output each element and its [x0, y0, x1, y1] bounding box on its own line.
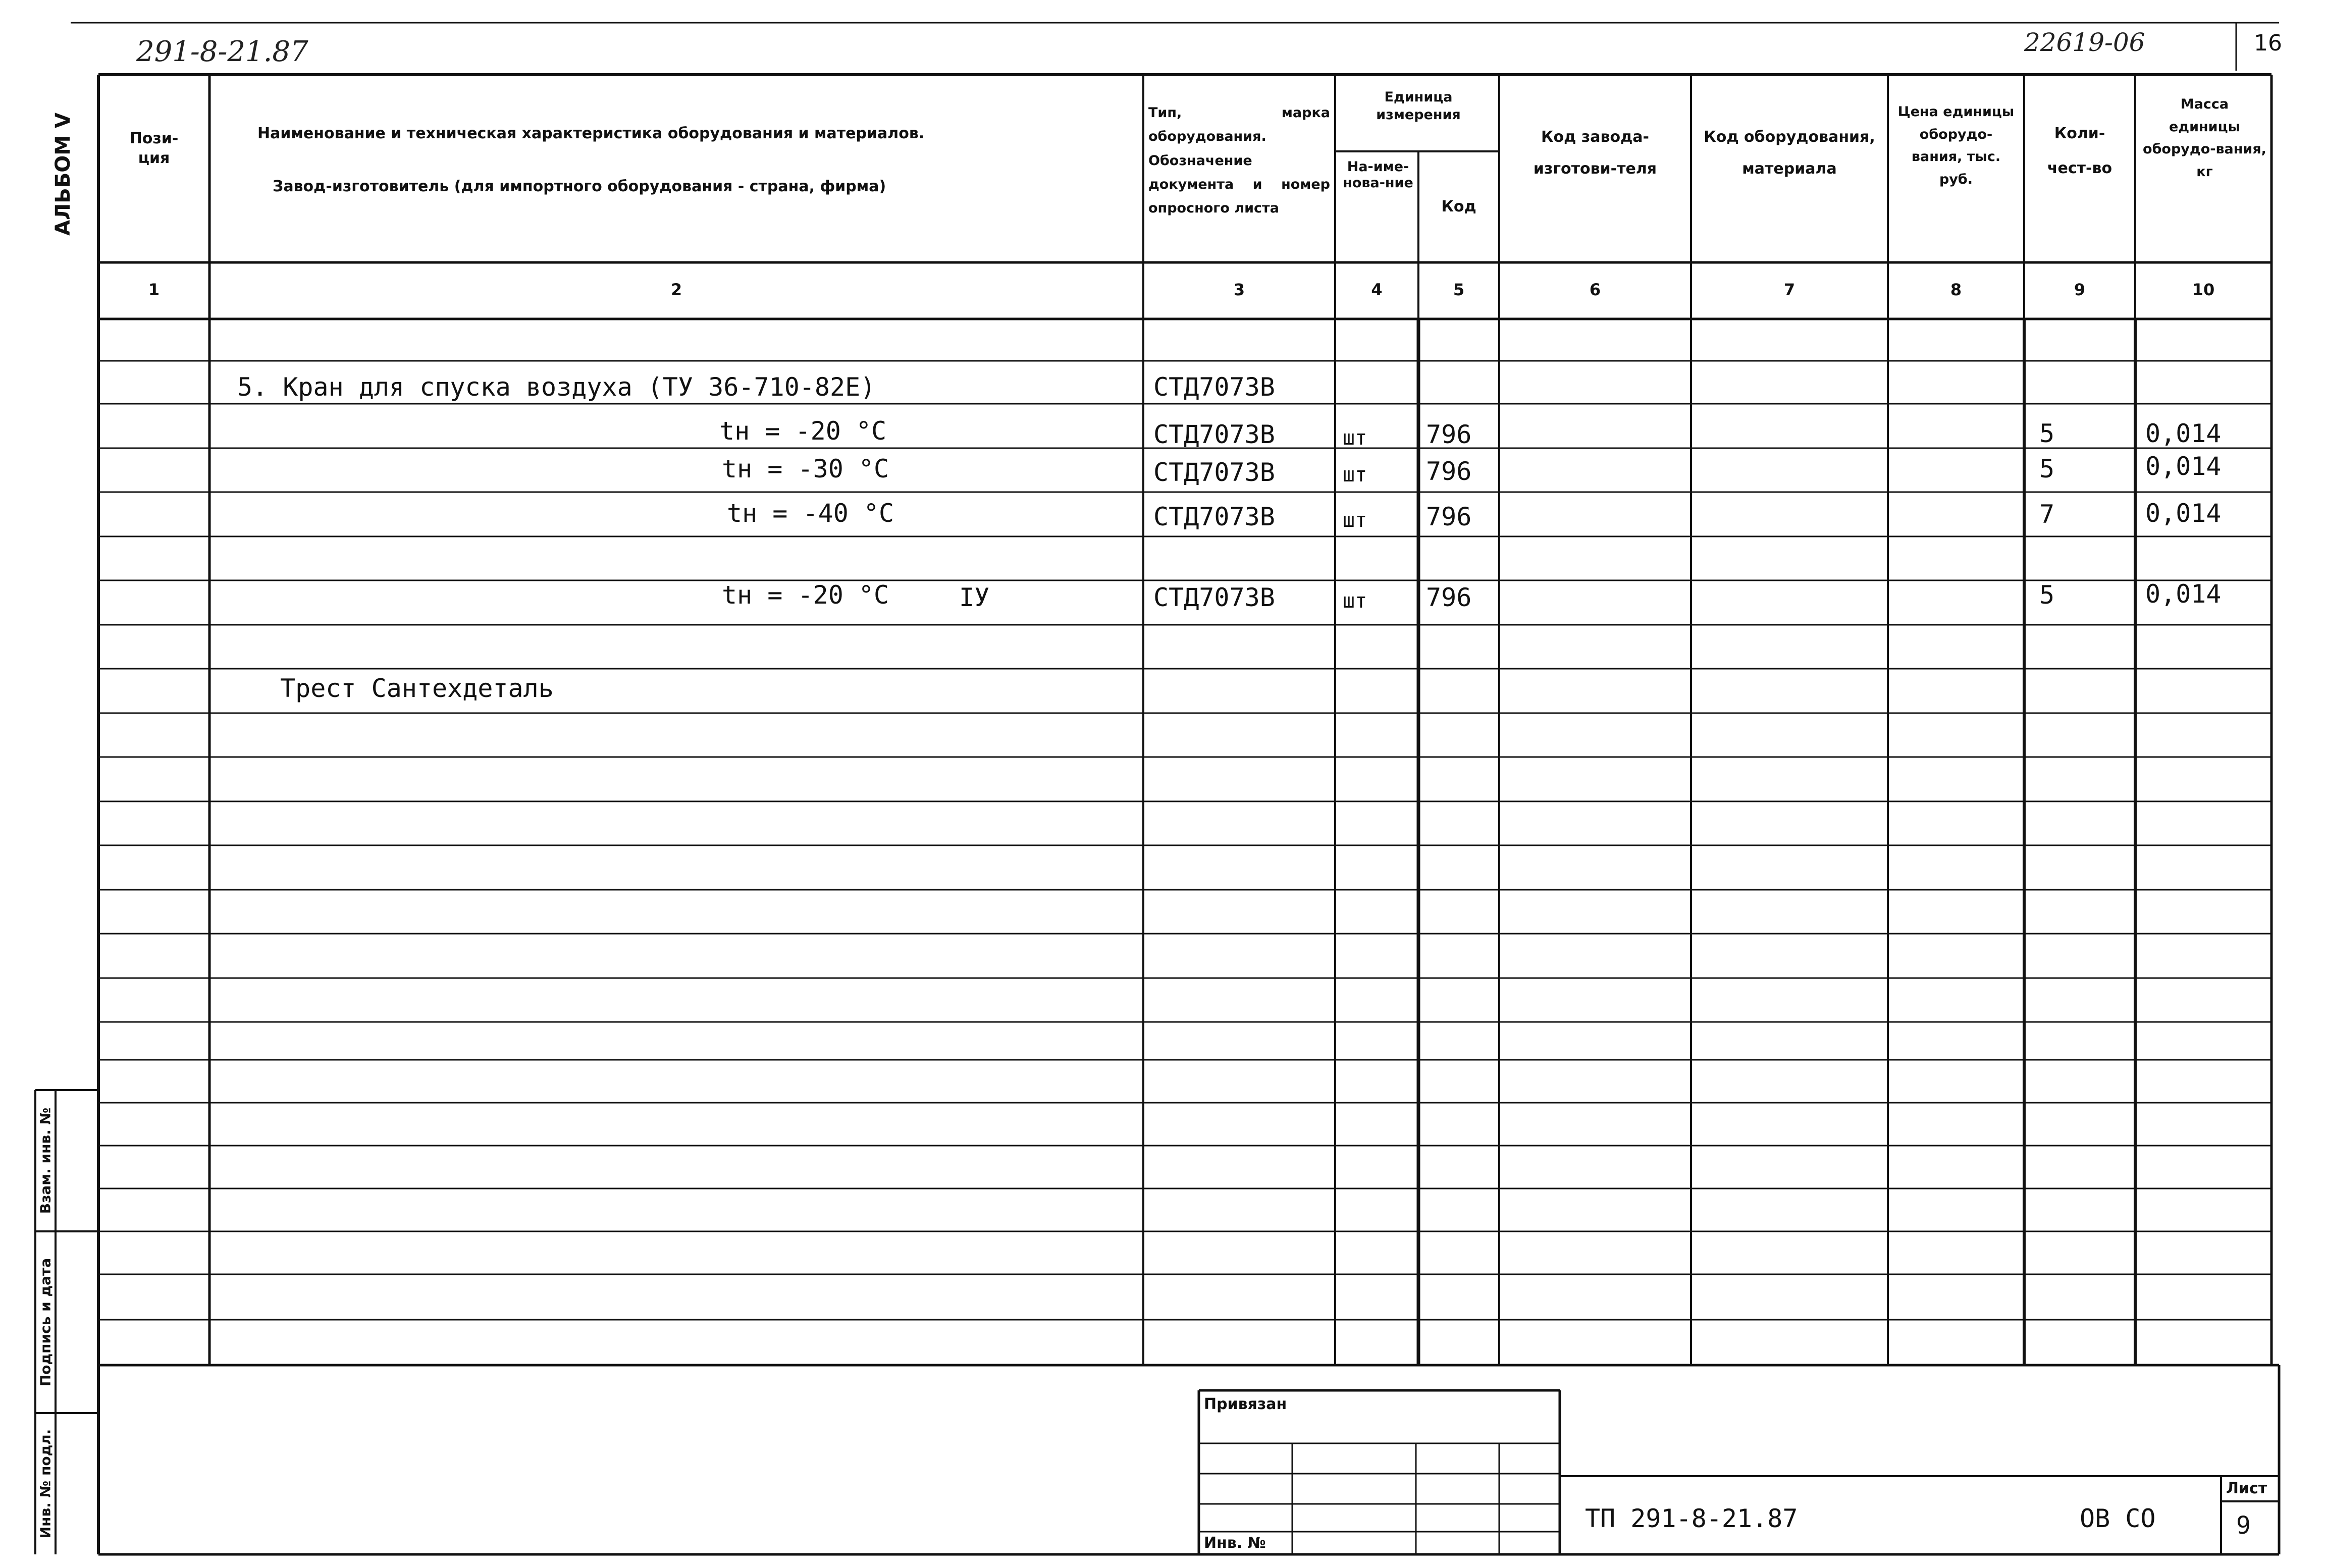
row-param: tн = -40 °С: [727, 499, 894, 528]
stamp-privyazan: Привязан: [1204, 1395, 1287, 1413]
column-number-7: 7: [1783, 280, 1795, 299]
side-label-box: [35, 1231, 56, 1413]
row-quantity: 7: [2039, 500, 2055, 529]
side-label-box: [35, 1090, 56, 1231]
row-type: СТД7073В: [1153, 420, 1275, 449]
item-title: 5. Кран для спуска воздуха (ТУ 36-710-82Е): [237, 372, 876, 402]
row-quantity: 5: [2039, 580, 2055, 610]
side-label-box: [35, 1413, 56, 1554]
header-factory-code: Код завода-изготови-теля: [1533, 128, 1657, 178]
row-mass: 0,014: [2145, 579, 2222, 609]
row-param: tн = -30 °С: [722, 454, 889, 483]
row-mass: 0,014: [2145, 499, 2222, 528]
header-unit-name: На-име-нова-ние: [1343, 159, 1413, 191]
row-param-suffix: IУ: [959, 583, 990, 612]
header-type: Тип, марка оборудования. Обозначение документа и номер опросного листа: [1148, 105, 1330, 216]
row-unit: шт: [1343, 509, 1367, 532]
row-unit: шт: [1343, 426, 1367, 450]
header-quantity: Коли-чест-во: [2047, 125, 2112, 177]
side-label-replacement: Взам. инв. №: [37, 1107, 54, 1214]
row-mass: 0,014: [2145, 452, 2222, 481]
column-number-4: 4: [1371, 280, 1383, 299]
column-number-9: 9: [2074, 280, 2086, 299]
header-unit-group: Единица измерения: [1376, 89, 1461, 123]
column-number-6: 6: [1589, 280, 1601, 299]
row-param: tн = -20 °С: [719, 416, 887, 446]
album-label: АЛЬБОМ V: [51, 113, 75, 236]
stamp-sheet-number: 9: [2236, 1511, 2251, 1540]
stamp-document-code: ТП 291-8-21.87: [1585, 1504, 1798, 1533]
row-quantity: 5: [2039, 419, 2055, 448]
header-equipment-code: Код оборудования, материала: [1704, 128, 1875, 178]
album-label-box: [48, 91, 78, 257]
document-code-top-right: 22619-06: [2024, 28, 2145, 57]
column-number-2: 2: [670, 280, 682, 299]
side-label-original: Инв. № подл.: [37, 1429, 54, 1539]
column-number-3: 3: [1233, 280, 1245, 299]
column-number-1: 1: [148, 280, 160, 299]
column-number-8: 8: [1950, 280, 1962, 299]
row-unit: шт: [1343, 463, 1367, 486]
stamp-document-type: ОВ СО: [2080, 1504, 2156, 1533]
row-mass: 0,014: [2145, 419, 2222, 448]
stamp-sheet-label: Лист: [2226, 1480, 2267, 1497]
header-unit-code: Код: [1441, 198, 1476, 215]
header-name-line1: Наименование и техническая характеристика оборудования и материалов.: [257, 125, 925, 142]
header-mass: Масса единицы оборудо-вания, кг: [2143, 96, 2266, 180]
column-number-10: 10: [2192, 280, 2215, 299]
row-type: СТД7073В: [1153, 372, 1275, 402]
corner-number: 16: [2254, 30, 2282, 56]
side-label-signature: Подпись и дата: [37, 1258, 54, 1387]
header-position: Пози-ция: [129, 130, 179, 167]
row-type: СТД7073В: [1153, 458, 1275, 487]
document-code-top-left: 291-8-21.87: [136, 35, 308, 68]
header-price: Цена единицы оборудо-вания, тыс. руб.: [1897, 104, 2015, 187]
row-type: СТД7073В: [1153, 502, 1275, 531]
row-code: 796: [1426, 502, 1472, 531]
row-code: 796: [1426, 420, 1472, 449]
row-quantity: 5: [2039, 454, 2055, 483]
row-type: СТД7073В: [1153, 583, 1275, 612]
row-code: 796: [1426, 583, 1472, 612]
header-name-line2: Завод-изготовитель (для импортного оборудования - страна, фирма): [273, 178, 886, 195]
stamp-inv-number: Инв. №: [1204, 1534, 1266, 1552]
row-code: 796: [1426, 457, 1472, 486]
row-param: tн = -20 °С: [722, 580, 889, 610]
column-number-5: 5: [1453, 280, 1465, 299]
manufacturer-name: Трест Сантехдеталь: [280, 674, 554, 703]
row-unit: шт: [1343, 589, 1367, 613]
